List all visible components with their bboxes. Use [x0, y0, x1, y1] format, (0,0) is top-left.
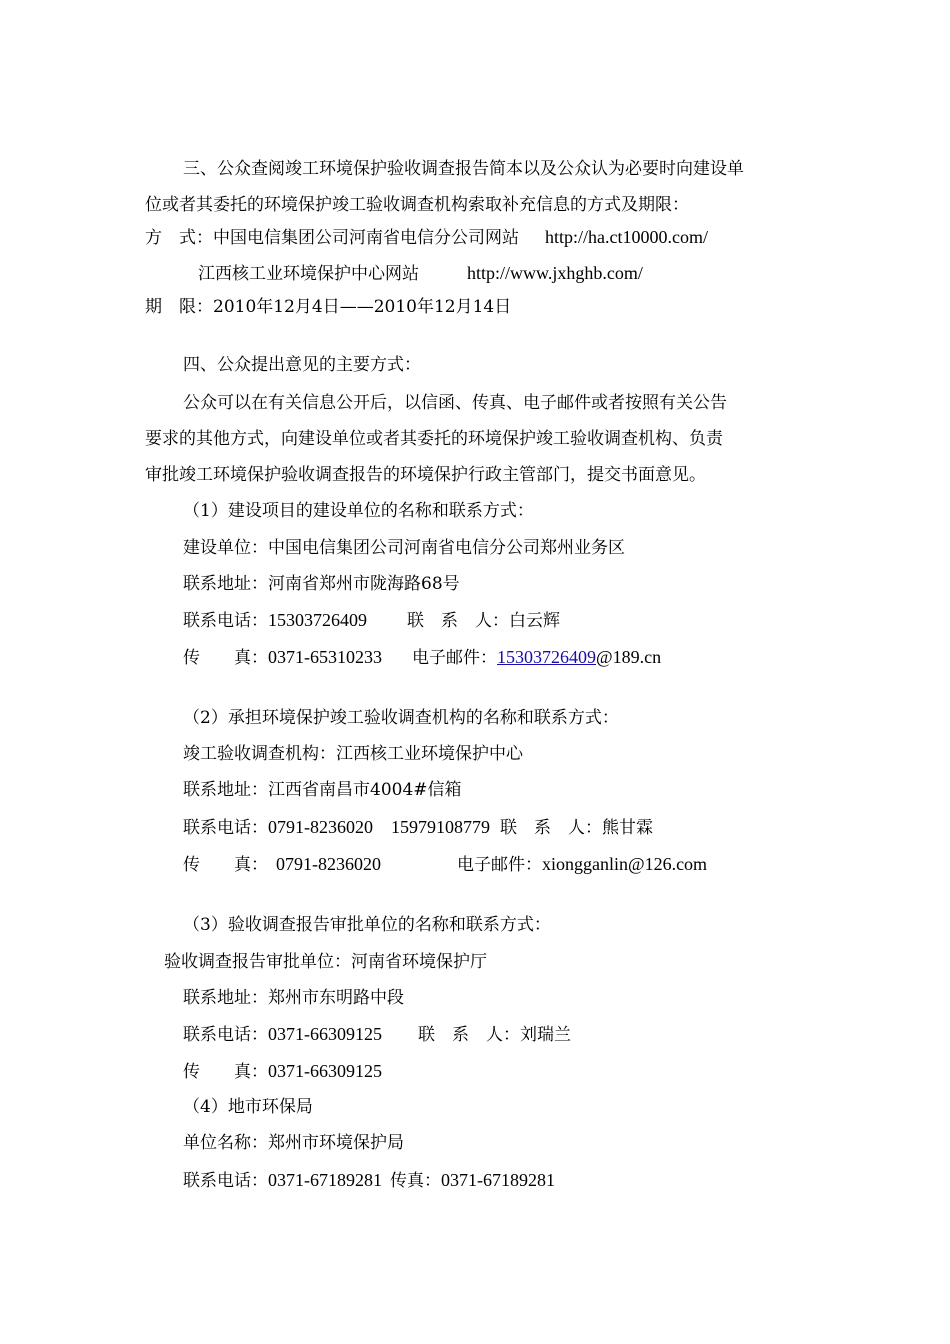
item1-email-domain: @189.cn [596, 647, 662, 667]
item3-fax-row [183, 1060, 382, 1083]
phone-label: 联系电话： [183, 818, 268, 838]
contact-label: 联 系 人： [500, 818, 602, 838]
section4-para-line3: 审批竣工环境保护验收调查报告的环境保护行政主管部门，提交书面意见。 [145, 465, 706, 485]
fax-label: 传 真： [183, 1062, 268, 1082]
period-row [145, 296, 511, 318]
phone-label: 联系电话： [183, 611, 268, 631]
method1-url: http://ha.ct10000.com/ [545, 227, 708, 247]
method-row-2 [198, 262, 643, 285]
item1-fax: 0371-65310233 [268, 647, 382, 667]
email-label: 电子邮件： [457, 855, 542, 875]
item2-unit: 竣工验收调查机构：江西核工业环境保护中心 [183, 744, 523, 764]
item2-phone-row [183, 816, 653, 839]
period-value: 2010年12月4日——2010年12月14日 [213, 297, 512, 317]
fax-label: 传真： [390, 1171, 441, 1191]
method-label: 方 式： [145, 228, 213, 248]
fax-label: 传 真： [183, 648, 268, 668]
method1-name: 中国电信集团公司河南省电信分公司网站 [213, 228, 519, 248]
section4-para-line2: 要求的其他方式，向建设单位或者其委托的环境保护竣工验收调查机构、负责 [145, 429, 723, 449]
item4-title: （4）地市环保局 [183, 1097, 313, 1117]
item4-fax: 0371-67189281 [441, 1170, 555, 1190]
item3-unit: 验收调查报告审批单位：河南省环境保护厅 [164, 952, 487, 972]
item3-contact: 刘瑞兰 [520, 1025, 571, 1045]
item4-unit: 单位名称：郑州市环境保护局 [183, 1133, 404, 1153]
item2-contact: 熊甘霖 [602, 818, 653, 838]
item1-address: 联系地址：河南省郑州市陇海路68号 [183, 574, 460, 594]
item1-fax-row [183, 646, 661, 669]
item4-phone: 0371-67189281 [268, 1170, 382, 1190]
section4-title: 四、公众提出意见的主要方式： [183, 355, 421, 375]
period-label: 期 限： [145, 297, 213, 317]
item3-phone-row [183, 1023, 571, 1046]
item3-fax: 0371-66309125 [268, 1061, 382, 1081]
section3-line2: 位或者其委托的环境保护竣工验收调查机构索取补充信息的方式及期限： [145, 195, 689, 215]
item1-unit: 建设单位：中国电信集团公司河南省电信分公司郑州业务区 [183, 538, 625, 558]
item4-phone-row [183, 1169, 555, 1192]
item2-email: xiongganlin@126.com [542, 854, 708, 874]
section3-line1: 三、公众查阅竣工环境保护验收调查报告简本以及公众认为必要时向建设单 [183, 159, 744, 179]
item3-phone: 0371-66309125 [268, 1024, 382, 1044]
phone-label: 联系电话： [183, 1025, 268, 1045]
item3-title: （3）验收调查报告审批单位的名称和联系方式： [183, 915, 551, 935]
item2-fax-row [183, 853, 707, 876]
method-row-1 [145, 226, 708, 249]
contact-label: 联 系 人： [418, 1025, 520, 1045]
item2-address: 联系地址：江西省南昌市4004#信箱 [183, 780, 462, 800]
item3-address: 联系地址：郑州市东明路中段 [183, 988, 404, 1008]
item2-title: （2）承担环境保护竣工验收调查机构的名称和联系方式： [183, 708, 619, 728]
item1-email-link[interactable]: 15303726409 [497, 647, 596, 667]
item2-fax: 0791-8236020 [276, 854, 381, 874]
fax-label: 传 真： [183, 855, 268, 875]
item1-contact: 白云辉 [509, 611, 560, 631]
item1-phone: 15303726409 [268, 610, 367, 630]
item1-phone-row [183, 609, 560, 632]
method2-url: http://www.jxhghb.com/ [467, 263, 643, 283]
method2-name: 江西核工业环境保护中心网站 [198, 264, 419, 284]
item1-title: （1）建设项目的建设单位的名称和联系方式： [183, 501, 534, 521]
contact-label: 联 系 人： [407, 611, 509, 631]
phone-label: 联系电话： [183, 1171, 268, 1191]
item2-phone: 0791-8236020 15979108779 [268, 817, 490, 837]
email-label: 电子邮件： [412, 648, 497, 668]
section4-para-line1: 公众可以在有关信息公开后，以信函、传真、电子邮件或者按照有关公告 [183, 393, 727, 413]
